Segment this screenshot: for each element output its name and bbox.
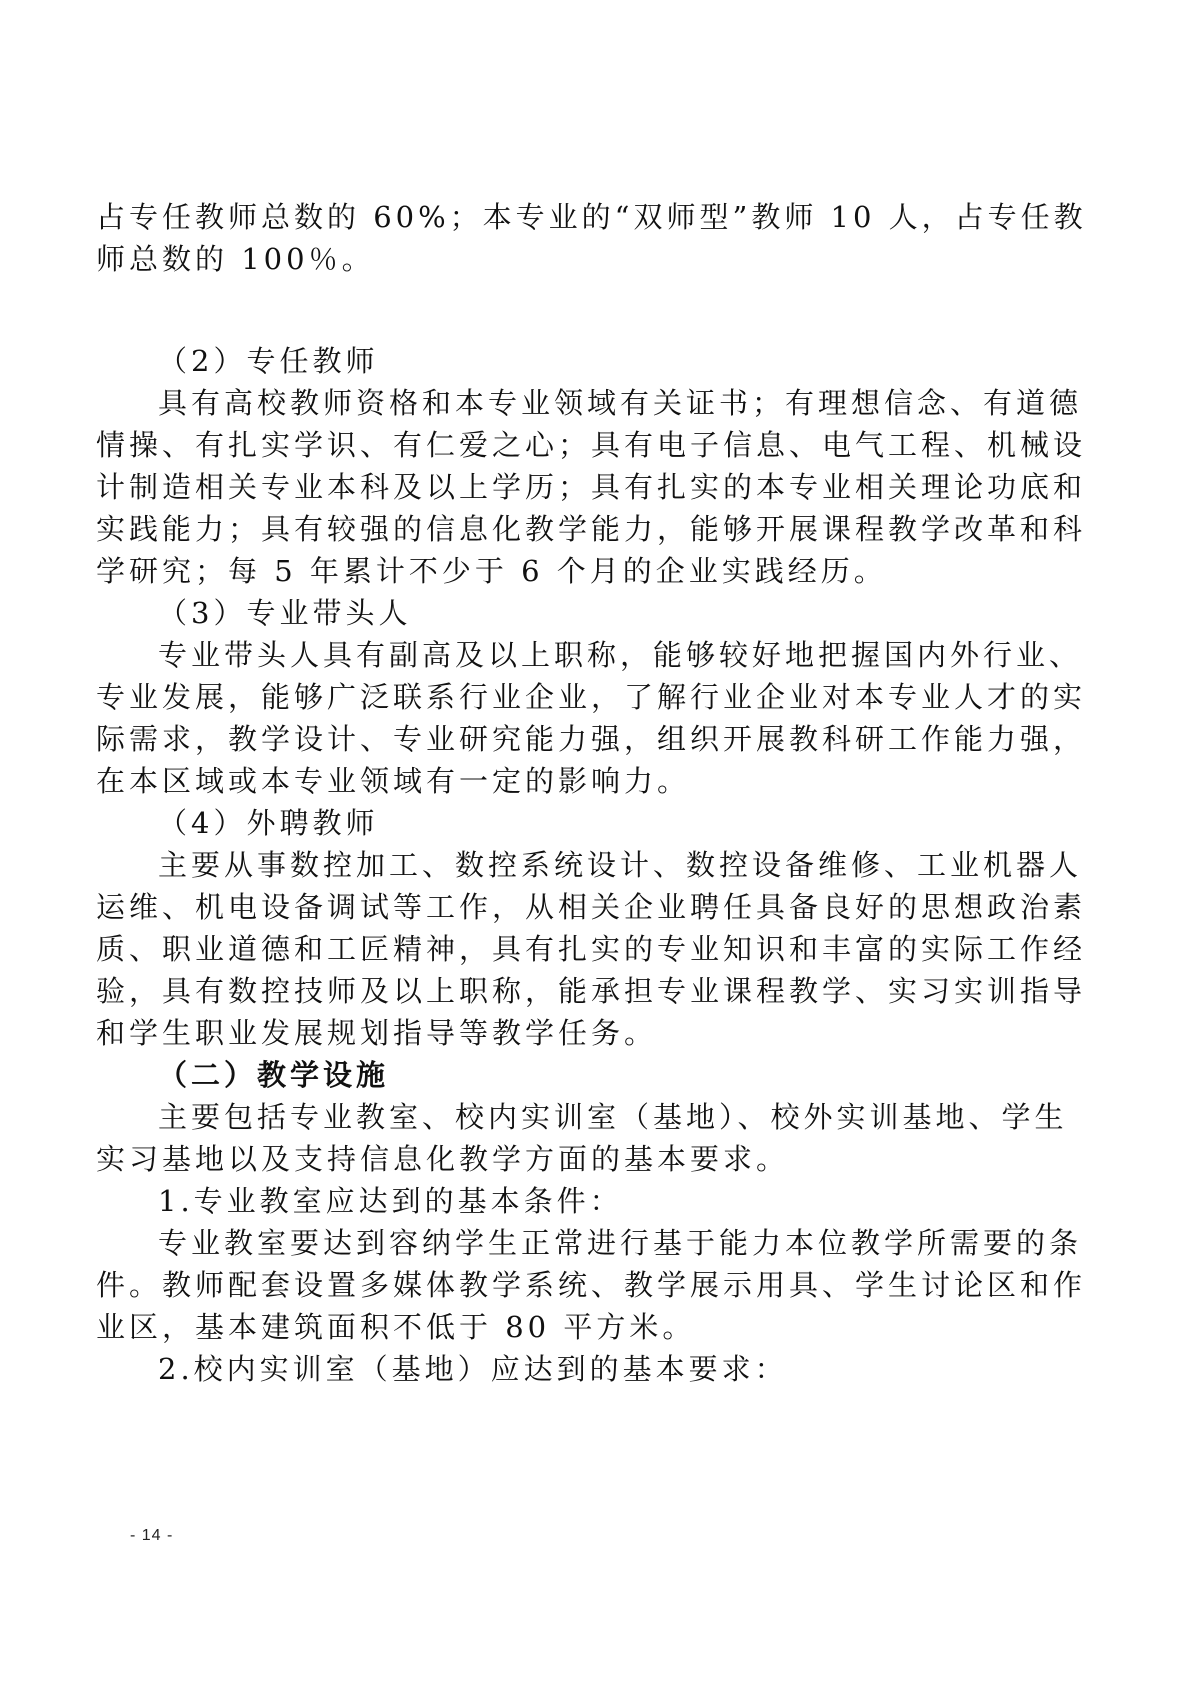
subheading-classroom-conditions: 1.专业教室应达到的基本条件： [158,1184,623,1218]
section-heading-teaching-facilities: （二）教学设施 [158,1058,390,1092]
paragraph-classroom-conditions: 专业教室要达到容纳学生正常进行基于能力本位教学所需要的条件。教师配套设置多媒体教学系统、教学展示用具、学生讨论区和作业区，基本建筑面积不低于 80 平方米。 [96,1226,1087,1344]
paragraph-continuation: 占专任教师总数的 60%；本专业的“双师型”教师 10 人，占专任教师总数的 100％。 [96,200,1087,276]
paragraph-external-teachers: 主要从事数控加工、数控系统设计、数控设备维修、工业机器人运维、机电设备调试等工作，从相关企业聘任具备良好的思想政治素质、职业道德和工匠精神，具有扎实的专业知识和丰富的实际工作经验，具有数控技师及以上职称，能承担专业课程教学、实习实训指导和学生职业发展规划指导等教学任务。 [96,848,1087,1050]
document-body [96,196,1100,1390]
section-heading-external-teachers: （4）外聘教师 [158,806,379,840]
paragraph-full-time-teachers: 具有高校教师资格和本专业领域有关证书；有理想信念、有道德情操、有扎实学识、有仁爱之心；具有电子信息、电气工程、机械设计制造相关专业本科及以上学历；具有扎实的本专业相关理论功底和实践能力；具有较强的信息化教学能力，能够开展课程教学改革和科学研究；每 5 年累计不少于 6 个月的企业实践经历。 [96,386,1087,588]
paragraph-discipline-leader: 专业带头人具有副高及以上职称，能够较好地把握国内外行业、专业发展，能够广泛联系行业企业，了解行业企业对本专业人才的实际需求，教学设计、专业研究能力强，组织开展教科研工作能力强，在本区域或本专业领域有一定的影响力。 [96,638,1087,798]
section-heading-discipline-leader: （3）专业带头人 [158,596,412,630]
subheading-training-room-requirements: 2.校内实训室（基地）应达到的基本要求： [158,1352,788,1386]
paragraph-teaching-facilities: 主要包括专业教室、校内实训室（基地）、校外实训基地、学生实习基地以及支持信息化教学方面的基本要求。 [96,1100,1068,1176]
paragraph-gap [96,280,1100,340]
page-number: - 14 - [130,1527,174,1544]
section-heading-full-time-teachers: （2）专任教师 [158,344,379,378]
